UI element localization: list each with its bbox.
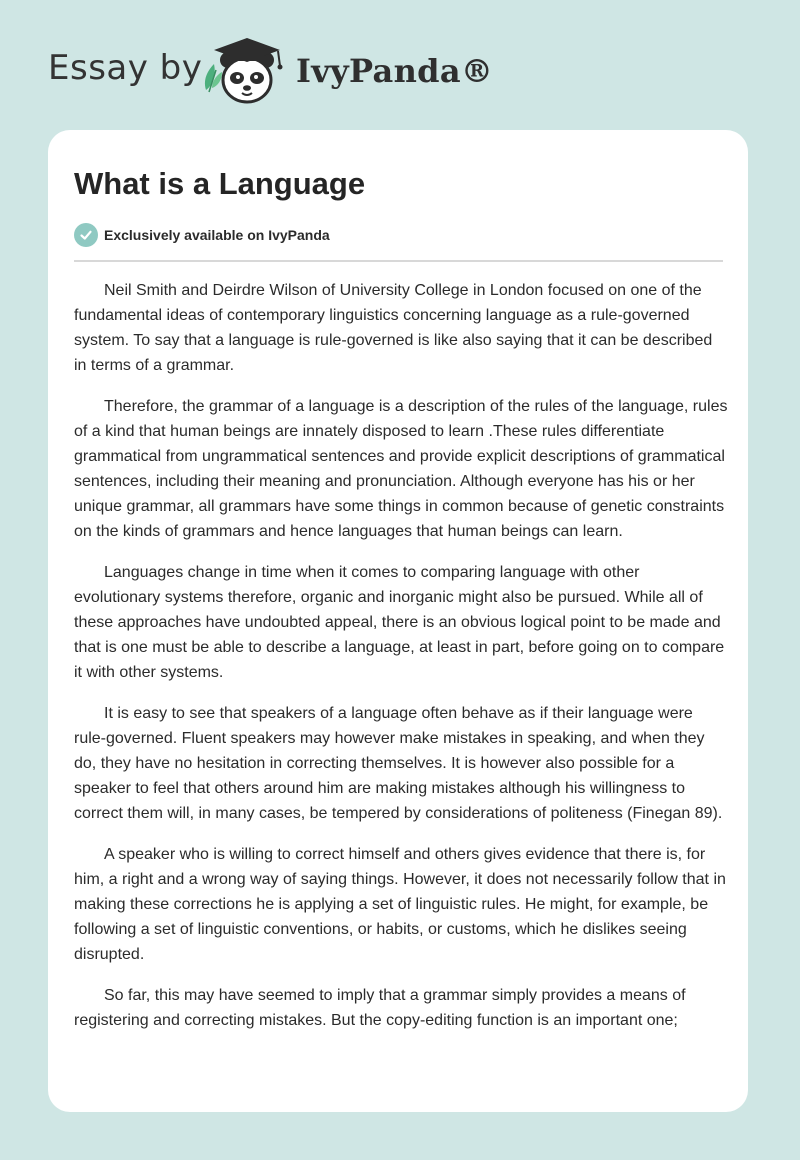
exclusive-badge [74,222,722,248]
panda-graduate-icon[interactable] [200,30,292,112]
title-divider [74,260,723,262]
exclusive-badge-label: Exclusively available on IvyPanda [104,227,330,243]
brand-name[interactable]: IvyPanda® [296,52,494,90]
check-circle-icon [74,223,98,247]
paragraph: A speaker who is willing to correct himself and others gives evidence that there is, for him, a right and a wrong way of saying things. However, it does not necessarily follow that in making these corrections he is applying a set of linguistic rules. He might, for example, be following a set of linguistic conventions, or habits, or customs, which he dislikes seeing disrupted. [74,846,726,963]
essay-by-label: Essay by [48,48,203,88]
essay-body [74,278,729,1033]
paragraph: Languages change in time when it comes to comparing language with other evolutionary systems therefore, organic and inorganic might also be pursued. While all of these approaches have undoubted appeal, there is an obvious logical point to be made and that is one must be able to describe a language, at least in part, before going on to compare it with other systems. [74,564,725,681]
paragraph: It is easy to see that speakers of a language often behave as if their language were rule-governed. Fluent speakers may however make mistakes in speaking, and when they do, they have no hesitation in correcting themselves. It is however also possible for a speaker to feel that others around him are making mistakes although his willingness to correct them will, in many cases, be tempered by considerations of politeness (Finegan 89). [74,705,723,822]
paragraph: Therefore, the grammar of a language is a description of the rules of the language, rules of a kind that human beings are innately disposed to learn .These rules differentiate grammatical from ungrammatical sentences and provide explicit descriptions of grammatical sentences, including their meaning and pronunciation. Although everyone has his or her unique grammar, all grammars have some things in common because of genetic constraints on the kinds of grammars and hence languages that human beings can learn. [74,398,728,540]
page-title: What is a Language [74,166,366,201]
site-header [0,0,800,130]
paragraph: Neil Smith and Deirdre Wilson of University College in London focused on one of the fundamental ideas of contemporary linguistics concerning language as a rule-governed system. To say that a language is rule-governed is like also saying that it can be described in terms of a grammar. [74,282,713,374]
essay-card [48,130,748,1112]
paragraph: So far, this may have seemed to imply that a grammar simply provides a means of registering and correcting mistakes. But the copy-editing function is an important one; [74,987,686,1029]
